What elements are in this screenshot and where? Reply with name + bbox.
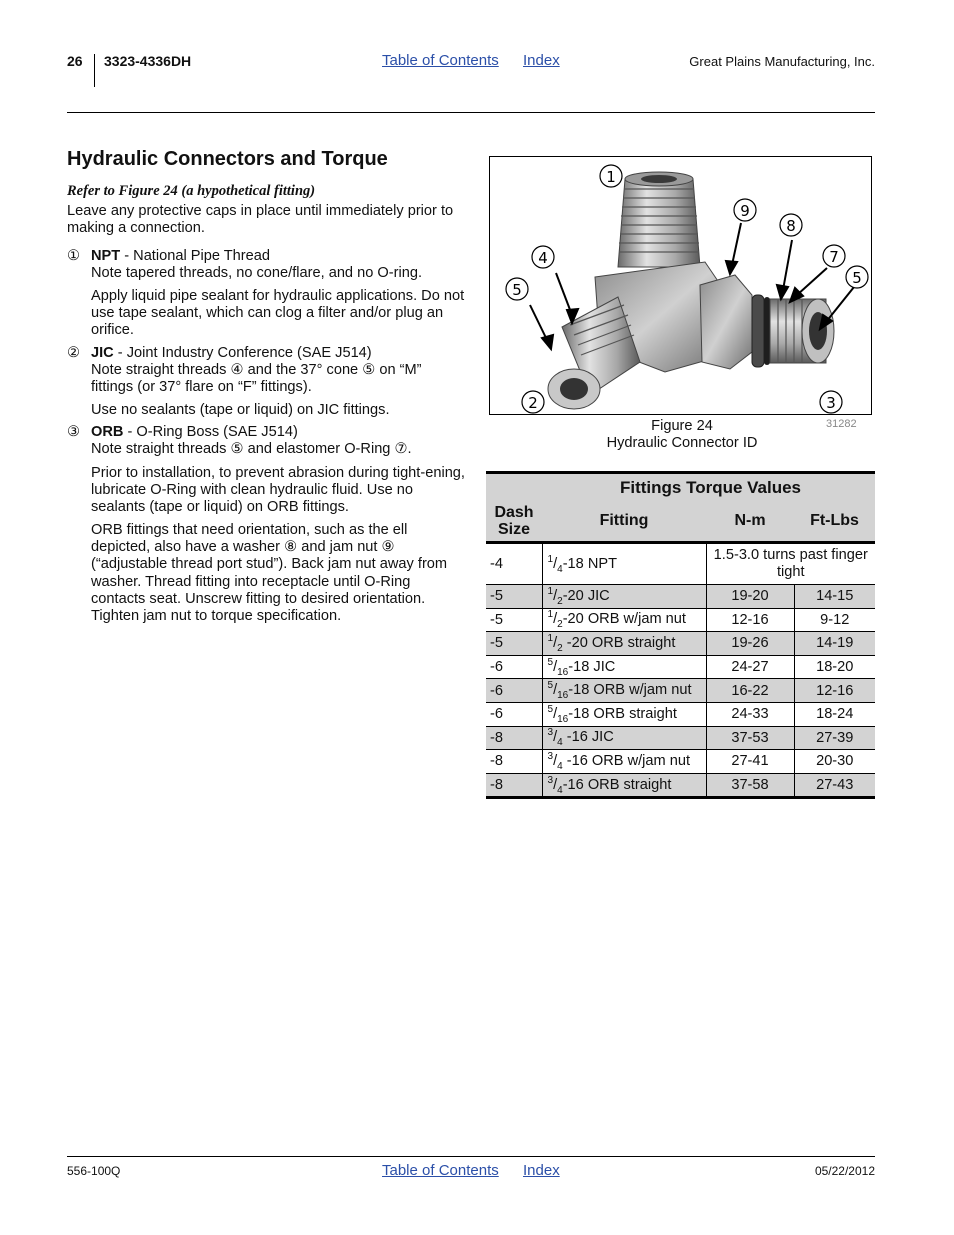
item-desc: - National Pipe Thread <box>120 248 270 264</box>
cell-dash-size: -6 <box>486 655 542 679</box>
header-index-link[interactable]: Index <box>523 52 560 69</box>
item-note: Note tapered threads, no cone/flare, and no O-ring. <box>91 265 422 282</box>
cell-dash-size: -8 <box>486 726 542 750</box>
fraction-numerator: 5 <box>547 680 554 692</box>
cell-torque-merged: 1.5-3.0 turns past finger tight <box>706 543 875 585</box>
fraction-denominator: 2 <box>557 619 563 631</box>
footer-index-link[interactable]: Index <box>523 1162 560 1179</box>
cell-dash-size: -5 <box>486 585 542 609</box>
cell-dash-size: -8 <box>486 773 542 798</box>
fraction-denominator: 2 <box>557 595 563 607</box>
cell-nm: 12-16 <box>706 608 794 632</box>
table-row <box>486 543 875 585</box>
fitting-thread: -18 ORB straight <box>568 705 677 722</box>
fraction-denominator: 4 <box>557 760 563 772</box>
page-number: 26 <box>67 53 83 69</box>
table-row <box>486 750 875 774</box>
col-ftlbs: Ft-Lbs <box>794 501 875 543</box>
cell-fitting <box>542 608 706 632</box>
fraction: $^5/_{16}$ <box>547 703 569 725</box>
cell-fitting <box>542 679 706 703</box>
figure-image-id: 31282 <box>826 418 857 430</box>
header-divider <box>94 54 95 87</box>
fraction-numerator: 3 <box>547 774 554 786</box>
cell-ftlbs: 27-43 <box>794 773 875 798</box>
footer-rule <box>67 1156 875 1157</box>
jic-sealant-para: Use no sealants (tape or liquid) on JIC fittings. <box>91 402 390 418</box>
figure-number: Figure 24 <box>651 418 713 434</box>
cell-dash-size: -6 <box>486 679 542 703</box>
fraction-numerator: 3 <box>547 750 554 762</box>
cell-fitting <box>542 543 706 585</box>
fraction: $^1/_2$ <box>547 632 563 654</box>
cell-nm: 24-27 <box>706 655 794 679</box>
cell-fitting <box>542 773 706 798</box>
refer-note: Refer to Figure 24 (a hypothetical fitting) <box>67 183 316 199</box>
callout-1: 1 <box>606 168 616 186</box>
callout-5-right: 5 <box>852 269 862 287</box>
item-desc: - O-Ring Boss (SAE J514) <box>123 424 298 440</box>
doc-number: 3323-4336DH <box>104 53 192 69</box>
table-row <box>486 679 875 703</box>
intro-text: Leave any protective caps in place until immediately prior to making a connection. <box>67 203 454 237</box>
cell-fitting <box>542 632 706 656</box>
cell-fitting <box>542 585 706 609</box>
item-number: ① <box>67 248 81 264</box>
fraction-numerator: 1 <box>547 632 554 644</box>
fitting-thread: -18 ORB w/jam nut <box>568 682 692 699</box>
cell-ftlbs: 20-30 <box>794 750 875 774</box>
page-title: Hydraulic Connectors and Torque <box>67 148 388 170</box>
table-row <box>486 702 875 726</box>
table-row <box>486 608 875 632</box>
table-row <box>486 773 875 798</box>
cell-fitting <box>542 702 706 726</box>
fraction-numerator: 1 <box>547 609 554 621</box>
callout-2: 2 <box>528 394 538 412</box>
callout-5-left: 5 <box>512 281 522 299</box>
cell-dash-size: -4 <box>486 543 542 585</box>
fraction-numerator: 1 <box>547 585 554 597</box>
fraction-denominator: 16 <box>557 690 569 702</box>
cell-fitting <box>542 655 706 679</box>
cell-dash-size: -5 <box>486 608 542 632</box>
cell-nm: 37-58 <box>706 773 794 798</box>
orb-orientation-para: ORB fittings that need orientation, such as the ell depicted, also have a washer ⑧ and jam nut ⑨ (“adjustable thread port stud”). Back jam nut away from washer. Thread fitting into receptacle until O-Ring contacts seat. Unscrew fitting to desired orientation. Tighten jam nut to torque specification. <box>91 522 448 625</box>
orb-install-para: Prior to installation, to prevent abrasion during tight-ening, lubricate O-Ring with clean hydraulic fluid. Use no sealants (tape or liquid) on ORB fittings. <box>91 465 465 516</box>
fraction-denominator: 16 <box>557 713 569 725</box>
col-nm: N-m <box>706 501 794 543</box>
figure-title: Hydraulic Connector ID <box>606 435 758 451</box>
fitting-thread: -16 ORB straight <box>562 776 672 793</box>
fitting-thread: -20 JIC <box>562 587 610 604</box>
fitting-thread: -16 ORB w/jam nut <box>562 752 691 769</box>
company-name: Great Plains Manufacturing, Inc. <box>689 54 875 69</box>
fitting-illustration <box>490 157 871 414</box>
cell-nm: 24-33 <box>706 702 794 726</box>
cell-ftlbs: 9-12 <box>794 608 875 632</box>
header-rule <box>67 112 875 113</box>
fraction-numerator: 3 <box>547 727 554 739</box>
fraction: $^1/_2$ <box>547 609 563 631</box>
callout-7: 7 <box>829 248 839 266</box>
footer-date: 05/22/2012 <box>814 1164 875 1178</box>
item-desc: - Joint Industry Conference (SAE J514) <box>113 345 372 361</box>
fraction: $^3/_4$ <box>547 774 563 796</box>
fraction: $^5/_{16}$ <box>547 680 569 702</box>
cell-ftlbs: 18-24 <box>794 702 875 726</box>
fraction: $^5/_{16}$ <box>547 656 569 678</box>
item-abbr: NPT <box>91 248 121 264</box>
table-row <box>486 655 875 679</box>
fraction-numerator: 5 <box>547 656 554 668</box>
cell-ftlbs: 12-16 <box>794 679 875 703</box>
cell-nm: 27-41 <box>706 750 794 774</box>
item-note: Note straight threads ④ and the 37° cone ⑤ on “M” fittings (or 37° flare on “F” fittings). <box>91 362 422 396</box>
footer-toc-link[interactable]: Table of Contents <box>382 1162 499 1179</box>
table-title: Fittings Torque Values <box>486 473 875 502</box>
cell-nm: 16-22 <box>706 679 794 703</box>
fraction-denominator: 4 <box>557 784 563 796</box>
fitting-thread: -18 JIC <box>568 658 616 675</box>
fraction-denominator: 2 <box>557 642 563 654</box>
cell-dash-size: -5 <box>486 632 542 656</box>
item-number: ② <box>67 345 81 361</box>
header-toc-link[interactable]: Table of Contents <box>382 52 499 69</box>
cell-ftlbs: 27-39 <box>794 726 875 750</box>
fraction: $^3/_4$ <box>547 727 563 749</box>
table-row <box>486 585 875 609</box>
cell-fitting <box>542 750 706 774</box>
fraction: $^1/_2$ <box>547 585 563 607</box>
col-fitting: Fitting <box>542 501 706 543</box>
fraction-denominator: 4 <box>557 737 563 749</box>
item-number: ③ <box>67 424 81 440</box>
cell-dash-size: -6 <box>486 702 542 726</box>
figure-caption <box>560 418 804 452</box>
fraction: $^1/_4$ <box>547 553 563 575</box>
callout-3: 3 <box>826 394 836 412</box>
callout-8: 8 <box>786 217 796 235</box>
fraction-denominator: 4 <box>557 563 563 575</box>
callout-4: 4 <box>538 249 548 267</box>
npt-sealant-para: Apply liquid pipe sealant for hydraulic applications. Do not use tape sealant, which can clog a filter and/or plug an orifice. <box>91 288 465 339</box>
cell-ftlbs: 18-20 <box>794 655 875 679</box>
item-note: Note straight threads ⑤ and elastomer O-Ring ⑦. <box>91 441 412 458</box>
fitting-thread: -18 NPT <box>562 555 618 572</box>
fitting-thread: -16 JIC <box>562 729 614 746</box>
cell-nm: 19-26 <box>706 632 794 656</box>
cell-ftlbs: 14-15 <box>794 585 875 609</box>
fitting-thread: -20 ORB w/jam nut <box>562 611 686 628</box>
cell-ftlbs: 14-19 <box>794 632 875 656</box>
fraction-numerator: 1 <box>547 553 554 565</box>
cell-nm: 19-20 <box>706 585 794 609</box>
footer-doc-code: 556-100Q <box>67 1164 121 1178</box>
item-abbr: JIC <box>91 345 114 361</box>
figure-24 <box>489 156 872 415</box>
table-row <box>486 726 875 750</box>
cell-dash-size: -8 <box>486 750 542 774</box>
fraction-numerator: 5 <box>547 703 554 715</box>
fraction-denominator: 16 <box>557 666 569 678</box>
torque-table <box>486 471 875 799</box>
table-row <box>486 632 875 656</box>
fraction: $^3/_4$ <box>547 750 563 772</box>
col-dash-size: Dash Size <box>486 501 542 543</box>
item-abbr: ORB <box>91 424 124 440</box>
callout-9: 9 <box>740 202 750 220</box>
cell-nm: 37-53 <box>706 726 794 750</box>
fitting-thread: -20 ORB straight <box>562 634 676 651</box>
cell-fitting <box>542 726 706 750</box>
